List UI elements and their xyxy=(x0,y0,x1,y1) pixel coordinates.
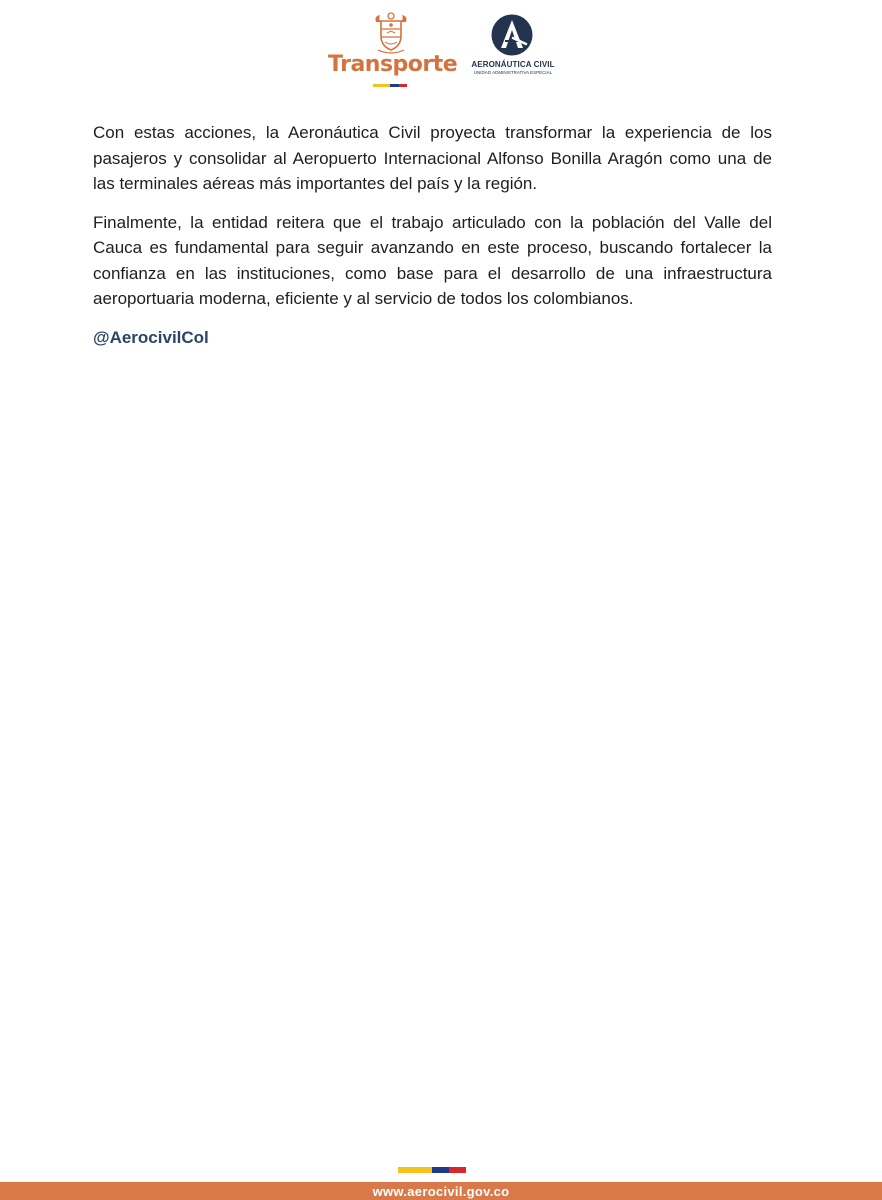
aerocivil-a-icon xyxy=(491,14,533,56)
transporte-logo xyxy=(328,10,458,90)
body-paragraph: Con estas acciones, la Aeronáutica Civil proyecta transformar la experiencia de los pasajeros y consolidar al Aeropuerto Internacional Alfonso Bonilla Aragón como una de las terminales aéreas más importantes del país y la región. xyxy=(93,123,772,193)
footer-website-link[interactable]: www.aerocivil.gov.co xyxy=(372,1184,510,1199)
page-header xyxy=(0,10,882,95)
twitter-handle: @AerocivilCol xyxy=(93,327,209,347)
press-release-body xyxy=(93,120,772,350)
aerocivil-logo xyxy=(468,14,558,86)
aerocivil-logo-name: AERONÁUTICA CIVIL xyxy=(471,60,555,69)
coat-of-arms-icon xyxy=(372,12,410,54)
page-footer xyxy=(0,1182,882,1200)
colombia-flag-bar xyxy=(373,84,407,87)
transporte-logo-text: Transporte xyxy=(328,52,458,77)
body-paragraph: Finalmente, la entidad reitera que el trabajo articulado con la población del Valle del Cauca es fundamental para seguir avanzando en este proceso, buscando fortalecer la confianza en las instituciones, como base para el desarrollo de una infraestructura aeroportuaria moderna, eficiente y al servicio de todos los colombianos. xyxy=(93,212,772,308)
footer-flag-bar xyxy=(398,1167,466,1173)
aerocivil-logo-subtitle: UNIDAD ADMINISTRATIVA ESPECIAL xyxy=(473,70,553,75)
